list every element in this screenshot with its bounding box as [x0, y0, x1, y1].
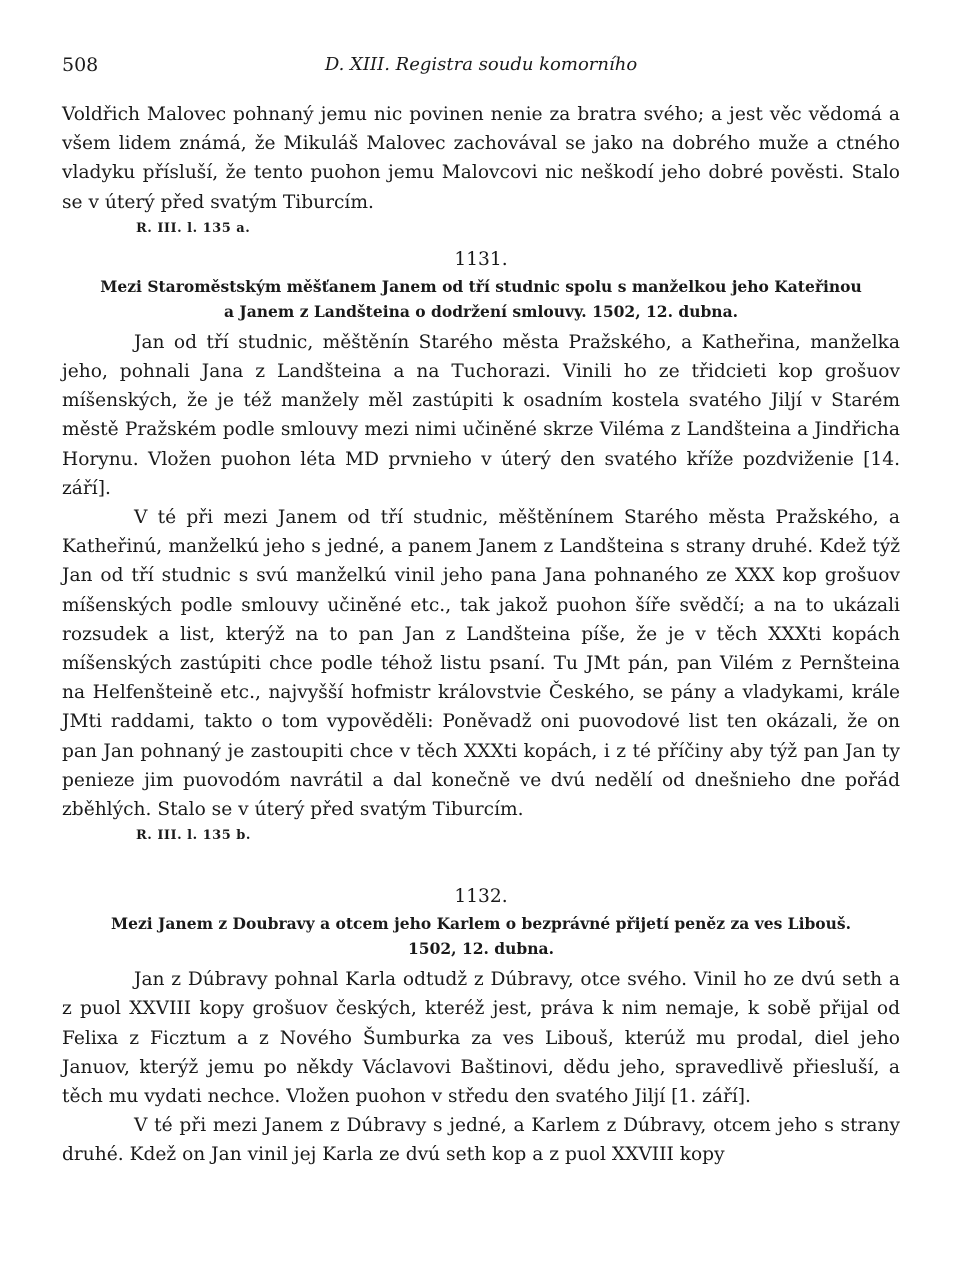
paragraph: Jan od tří studnic, měštěnín Starého města Pražského, a Katheřina, manželka jeho, pohnali Jana z Landšteina a na Tuchorazi. Vinili ho ze třidcieti kop grošuov míšenských, že je též manžely měl zastúpiti k osadním kostela svatého Jiljí v Starém městě Pražském podle smlouvy mezi nimi učiněné skrze Viléma z Landšteina a Jindřicha Horynu. Vložen puohon léta MD prvnieho v úterý den svatého kříže pozdviženie [14. září]. [62, 331, 900, 499]
section-gap [62, 847, 900, 877]
regest-line: Mezi Janem z Doubravy a otcem jeho Karlem o bezprávné přijetí peněz za ves Libouš. [110, 914, 852, 934]
body-text [62, 100, 900, 1170]
regest-heading [62, 911, 900, 961]
regest-line: a Janem z Landšteina o dodržení smlouvy. 1502, 12. dubna. [223, 301, 739, 321]
paragraph: Jan z Dúbravy pohnal Karla odtudž z Dúbravy, otce svého. Vinil ho ze dvú seth a z puol XXVIII kopy grošuov českých, kteréž jest, práva k nim nemaje, k sobě přijal od Felixa z Ficztum a z Nového Šumburka za ves Libouš, kterúž mu prodal, diel jeho Januov, kterýž jemu po někdy Václavovi Baštinovi, dědu jeho, spravedlivě přiesluší, a těch mu vydati nechce. Vložen puohon v středu den svatého Jiljí [1. září]. [62, 969, 900, 1108]
regest-heading [62, 274, 900, 324]
continuation-paragraph: Voldřich Malovec pohnaný jemu nic povinen nenie za bratra svého; a jest věc vědomá a všem lidem známá, že Mikuláš Malovec zachovával se jako na dobrého muže a ctného vladyku přísluší, že tento puohon jemu Malovcovi nic neškodí jeho dobré pověsti. Stalo se v úterý před svatým Tiburcím. [62, 104, 900, 213]
source-reference: R. III. l. 135 b. [136, 828, 251, 844]
document-number: 1131. [454, 248, 508, 270]
page-number: 508 [62, 54, 99, 76]
document-number: 1132. [454, 886, 508, 908]
running-title: D. XIII. Registra soudu komorního [324, 54, 638, 75]
document-page [62, 0, 900, 1280]
paragraph: V té při mezi Janem od tří studnic, měštěnínem Starého města Pražského, a Katheřinú, manželkú jeho s jedné, a panem Janem z Landšteina s strany druhé. Kdež týž Jan od tří studnic s svú manželkú vinil jeho pana Jana pohnaného ze XXX kop grošuov míšenských podle smlouvy učiněné etc., tak jakož puohon šíře svědčí; a na to ukázali rozsudek a list, kterýž na to pan Jan z Landšteina píše, že je v těch XXXti kopách míšenských zastúpiti chce podle téhož listu psaní. Tu JMt pán, pan Vilém z Pernšteina na Helfenšteině etc., najvyšší hofmistr královstvie Českého, se pány a vladykami, krále JMti raddami, takto o tom vypověděli: Poněvadž oni puovodové list ten okázali, že on pan Jan pohnaný je zastoupiti chce v těch XXXti kopách, i z té příčiny aby týž pan Jan ty penieze jim puovodóm navrátil a dal konečně ve dvú nedělí od dnešnieho dne pořád zběhlých. Stalo se v úterý před svatým Tiburcím. [62, 507, 900, 821]
paragraph: V té při mezi Janem z Dúbravy s jedné, a Karlem z Dúbravy, otcem jeho s strany druhé. Kdež on Jan vinil jej Karla ze dvú seth kop a z puol XXVIII kopy [62, 1115, 900, 1166]
source-reference: R. III. l. 135 a. [136, 220, 251, 236]
running-head [62, 54, 900, 80]
regest-line: 1502, 12. dubna. [408, 939, 554, 959]
regest-line: Mezi Staroměstským měšťanem Janem od tří studnic spolu s manželkou jeho Kateřinou [100, 276, 862, 296]
